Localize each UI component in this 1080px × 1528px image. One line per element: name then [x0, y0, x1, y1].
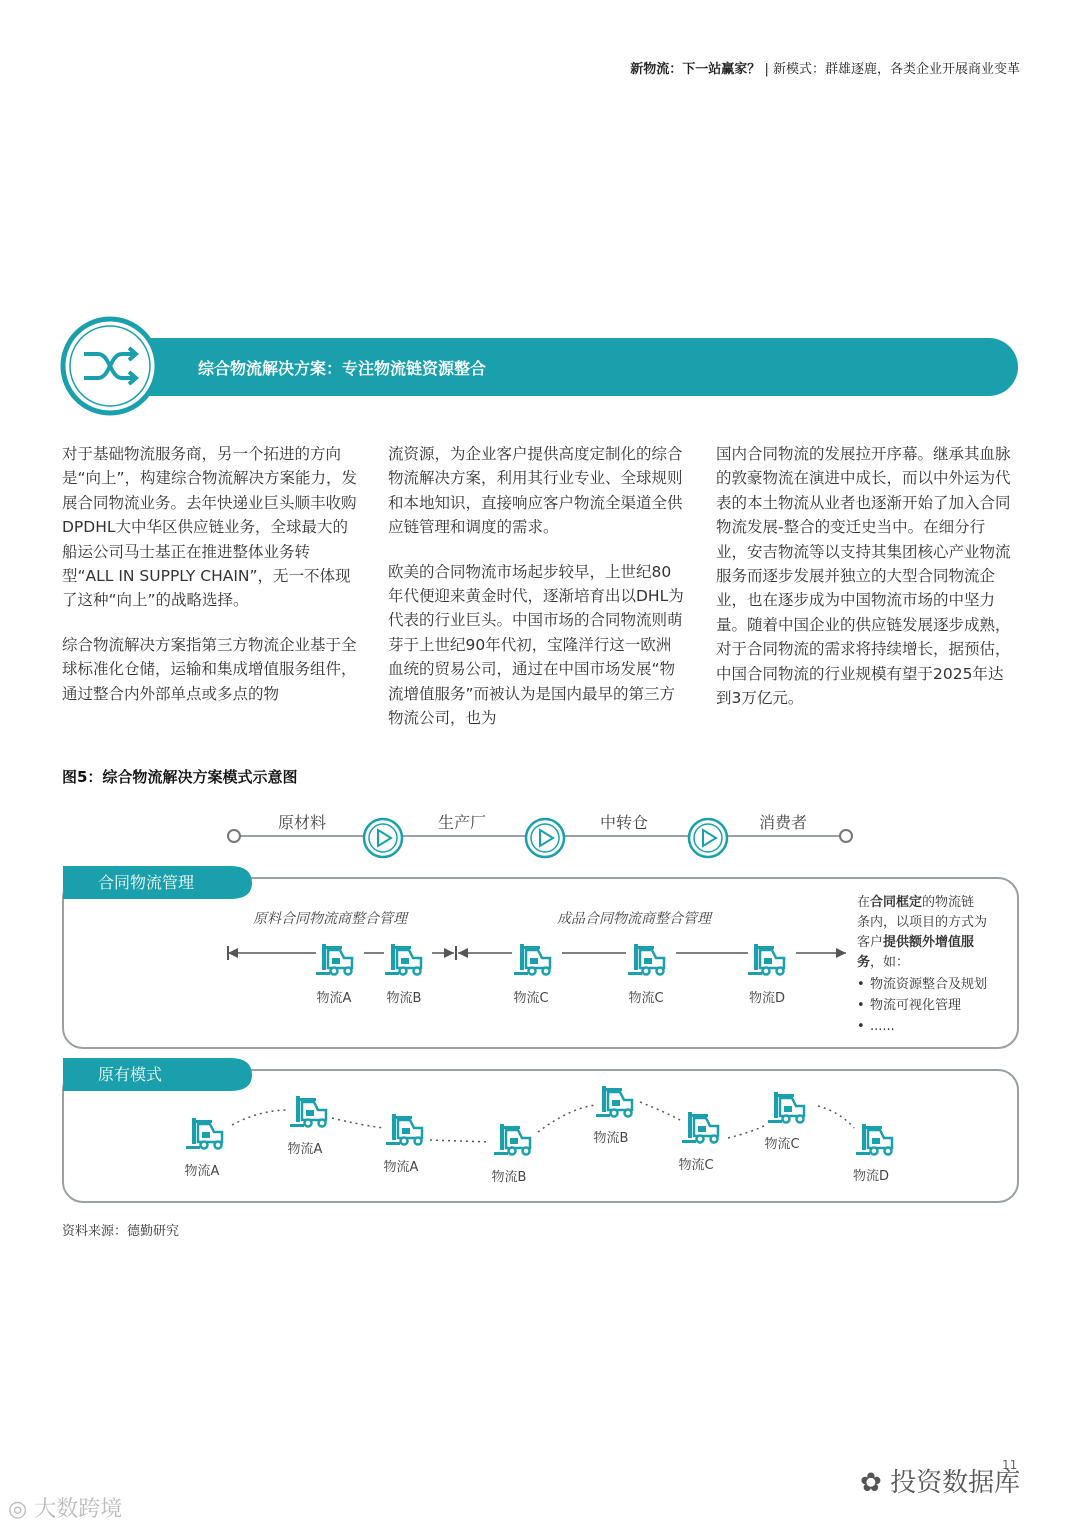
- paragraph: 综合物流解决方案指第三方物流企业基于全球标准化仓储，运输和集成增值服务组件，通过整合内外部单点或多点的物: [62, 635, 357, 703]
- note-line-3: 客户提供额外增值服: [857, 935, 975, 950]
- text-column-3: [716, 442, 1014, 730]
- forklift-label: 物流B: [386, 991, 422, 1006]
- section-title: 综合物流解决方案：专注物流链资源整合: [198, 359, 487, 378]
- note-bullet-text: ......: [870, 1019, 895, 1034]
- note-bullet-text: 物流资源整合及规划: [870, 977, 988, 992]
- paragraph: 对于基础物流服务商，另一个拓进的方向是“向上”，构建综合物流解决方案能力，发展合同物流业务。去年快递业巨头顺丰收购DPDHL大中华区供应链业务，全球最大的船运公司马士基正在推进整体业务转型“ALL IN SUPPLY CHAIN”，无一不体现了这种“向上”的战略选择。: [62, 445, 358, 610]
- header-title: 新物流：下一站赢家？: [630, 62, 761, 77]
- watermark-left: [8, 1492, 122, 1523]
- forklift-label: 物流C: [513, 991, 549, 1006]
- text-column-2: [388, 442, 686, 750]
- forklift-label: 物流D: [852, 1169, 890, 1184]
- paragraph: 国内合同物流的发展拉开序幕。继承其血脉的敦豪物流在演进中成长，而以中外运为代表的本土物流从业者也逐渐开始了加入合同物流发展-整合的变迁史当中。在细分行业，安吉物流等以支持其集团核心产业物流服务而逐步发展并独立的大型合同物流企业，也在逐步成为中国物流市场的中坚力量。随着中国企业的供应链发展逐步成熟，对于合同物流的需求将持续增长，据预估，中国合同物流的行业规模有望于2025年达到3万亿元。: [716, 445, 1011, 708]
- forklift-label: 物流A: [383, 1160, 419, 1175]
- play-icon: [689, 819, 727, 857]
- header-divider: |: [764, 62, 769, 77]
- forklift-label: 物流A: [316, 991, 352, 1006]
- figure-title: 图5：综合物流解决方案模式示意图: [62, 768, 298, 786]
- play-icon: [364, 819, 402, 857]
- stage-label: 消费者: [758, 813, 808, 832]
- forklift-label: 物流D: [748, 991, 786, 1006]
- page-number: 11: [1002, 1458, 1018, 1472]
- finished-goods-subtitle: 成品合同物流商整合管理: [557, 911, 711, 927]
- forklift-label: 物流C: [764, 1137, 800, 1152]
- note-line-2: 条内，以项目的方式为: [857, 915, 988, 930]
- note-line-1: 在合同框定的物流链: [857, 895, 975, 910]
- header-subtitle: 新模式：群雄逐鹿，各类企业开展商业变革: [772, 62, 1020, 77]
- forklift-label: 物流A: [184, 1164, 220, 1179]
- paragraph: 流资源，为企业客户提供高度定制化的综合物流解决方案，利用其行业专业、全球规则和本地知识，直接响应客户物流全渠道全供应链管理和调度的需求。: [388, 445, 683, 537]
- paragraph: 欧美的合同物流市场起步较早，上世纪80年代便迎来黄金时代，逐渐培育出以DHL为代表的行业巨头。中国市场的合同物流则萌芽于上世纪90年代初，宝隆洋行这一欧洲血统的贸易公司，通过在中国市场发展“物流增值服务”而被认为是国内最早的第三方物流公司，也为: [388, 562, 684, 728]
- wechat-icon: ✿: [860, 1468, 882, 1498]
- forklift-label: 物流A: [287, 1142, 323, 1157]
- raw-material-subtitle: 原料合同物流商整合管理: [253, 911, 407, 927]
- note-line-4: 务，如：: [857, 955, 910, 970]
- play-icon: [526, 819, 564, 857]
- text-column-1: [62, 442, 360, 726]
- stage-label: 生产厂: [437, 813, 487, 832]
- note-bullet-text: 物流可视化管理: [870, 998, 962, 1013]
- contract-tab-label: 合同物流管理: [98, 873, 195, 892]
- forklift-label: 物流B: [491, 1170, 527, 1185]
- logistics-diagram: [0, 780, 1080, 1210]
- watermark-right-text: 投资数据库: [890, 1468, 1021, 1498]
- page-header: [560, 58, 1020, 77]
- flow-end-dot: [840, 830, 852, 842]
- stage-label: 原材料: [277, 813, 327, 832]
- note-bullet: •: [857, 977, 865, 992]
- forklift-label: 物流C: [678, 1158, 714, 1173]
- shuffle-icon: [60, 316, 160, 416]
- watermark-right: [860, 1462, 1020, 1499]
- note-bullet: •: [857, 1019, 865, 1034]
- forklift-label: 物流B: [593, 1131, 629, 1146]
- flow-start-dot: [228, 830, 240, 842]
- stage-label: 中转仓: [599, 813, 649, 832]
- source-note: 资料来源：德勤研究: [62, 1224, 180, 1239]
- watermark-left-text: 大数跨境: [34, 1497, 123, 1522]
- note-bullet: •: [857, 998, 865, 1013]
- original-tab-label: 原有模式: [98, 1065, 163, 1084]
- watermark-logo-icon: ◎: [8, 1497, 28, 1522]
- forklift-label: 物流C: [628, 991, 664, 1006]
